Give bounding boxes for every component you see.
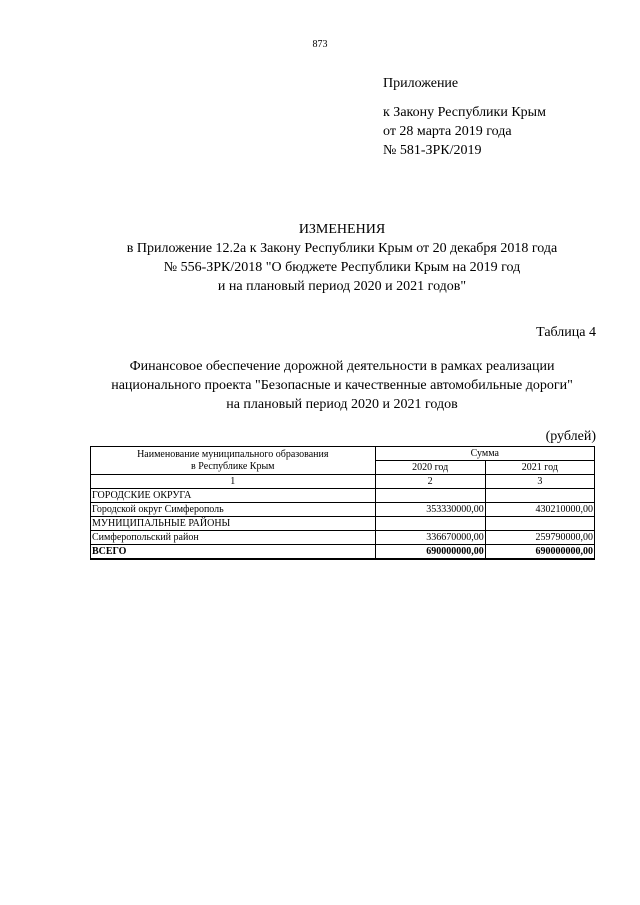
table-subtitle bbox=[0, 357, 640, 414]
total-label: ВСЕГО bbox=[91, 545, 376, 560]
table-row bbox=[91, 531, 595, 545]
header-name-line: Наименование муниципального образования bbox=[137, 448, 329, 460]
heading-title: ИЗМЕНЕНИЯ bbox=[298, 222, 386, 237]
row-value-2020 bbox=[375, 517, 485, 531]
header-year-2021: 2021 год bbox=[485, 461, 594, 475]
row-value-2021 bbox=[485, 489, 594, 503]
appendix-block bbox=[383, 74, 546, 160]
table-total-row bbox=[91, 545, 595, 560]
heading-line: в Приложение 12.2а к Закону Республики Крым от 20 декабря 2018 года bbox=[126, 241, 558, 256]
table-row bbox=[91, 517, 595, 531]
column-number: 1 bbox=[91, 475, 376, 489]
header-sum-cell: Сумма bbox=[375, 447, 594, 461]
column-number: 3 bbox=[485, 475, 594, 489]
row-value-2020 bbox=[375, 489, 485, 503]
row-value-2020: 353330000,00 bbox=[375, 503, 485, 517]
heading-line: № 556-ЗРК/2018 "О бюджете Республики Крым на 2019 год bbox=[163, 260, 521, 275]
header-name-cell bbox=[91, 447, 376, 475]
appendix-line: от 28 марта 2019 года bbox=[383, 124, 512, 139]
row-name: Городской округ Симферополь bbox=[91, 503, 376, 517]
budget-table bbox=[90, 446, 595, 560]
row-value-2020: 336670000,00 bbox=[375, 531, 485, 545]
row-name: Симферопольский район bbox=[91, 531, 376, 545]
heading-line: и на плановый период 2020 и 2021 годов" bbox=[217, 279, 467, 294]
header-name-line: в Республике Крым bbox=[191, 460, 275, 472]
total-value-2021: 690000000,00 bbox=[485, 545, 594, 560]
subtitle-line: национального проекта "Безопасные и качественные автомобильные дороги" bbox=[111, 378, 573, 393]
row-value-2021 bbox=[485, 517, 594, 531]
table-label: Таблица 4 bbox=[536, 325, 596, 340]
page-number: 873 bbox=[312, 39, 328, 50]
document-heading bbox=[0, 220, 640, 296]
subtitle-line: на плановый период 2020 и 2021 годов bbox=[226, 397, 458, 412]
table-row bbox=[91, 503, 595, 517]
column-number-row bbox=[91, 475, 595, 489]
total-value-2020: 690000000,00 bbox=[375, 545, 485, 560]
table-header-row bbox=[91, 447, 595, 461]
column-number: 2 bbox=[375, 475, 485, 489]
appendix-line: к Закону Республики Крым bbox=[383, 105, 546, 120]
row-name: ГОРОДСКИЕ ОКРУГА bbox=[91, 489, 376, 503]
row-name: МУНИЦИПАЛЬНЫЕ РАЙОНЫ bbox=[91, 517, 376, 531]
appendix-title: Приложение bbox=[383, 76, 459, 91]
appendix-line: № 581-ЗРК/2019 bbox=[383, 143, 482, 158]
subtitle-line: Финансовое обеспечение дорожной деятельности в рамках реализации bbox=[129, 359, 555, 374]
units-label: (рублей) bbox=[545, 429, 596, 444]
row-value-2021: 430210000,00 bbox=[485, 503, 594, 517]
row-value-2021: 259790000,00 bbox=[485, 531, 594, 545]
table-row bbox=[91, 489, 595, 503]
header-year-2020: 2020 год bbox=[375, 461, 485, 475]
